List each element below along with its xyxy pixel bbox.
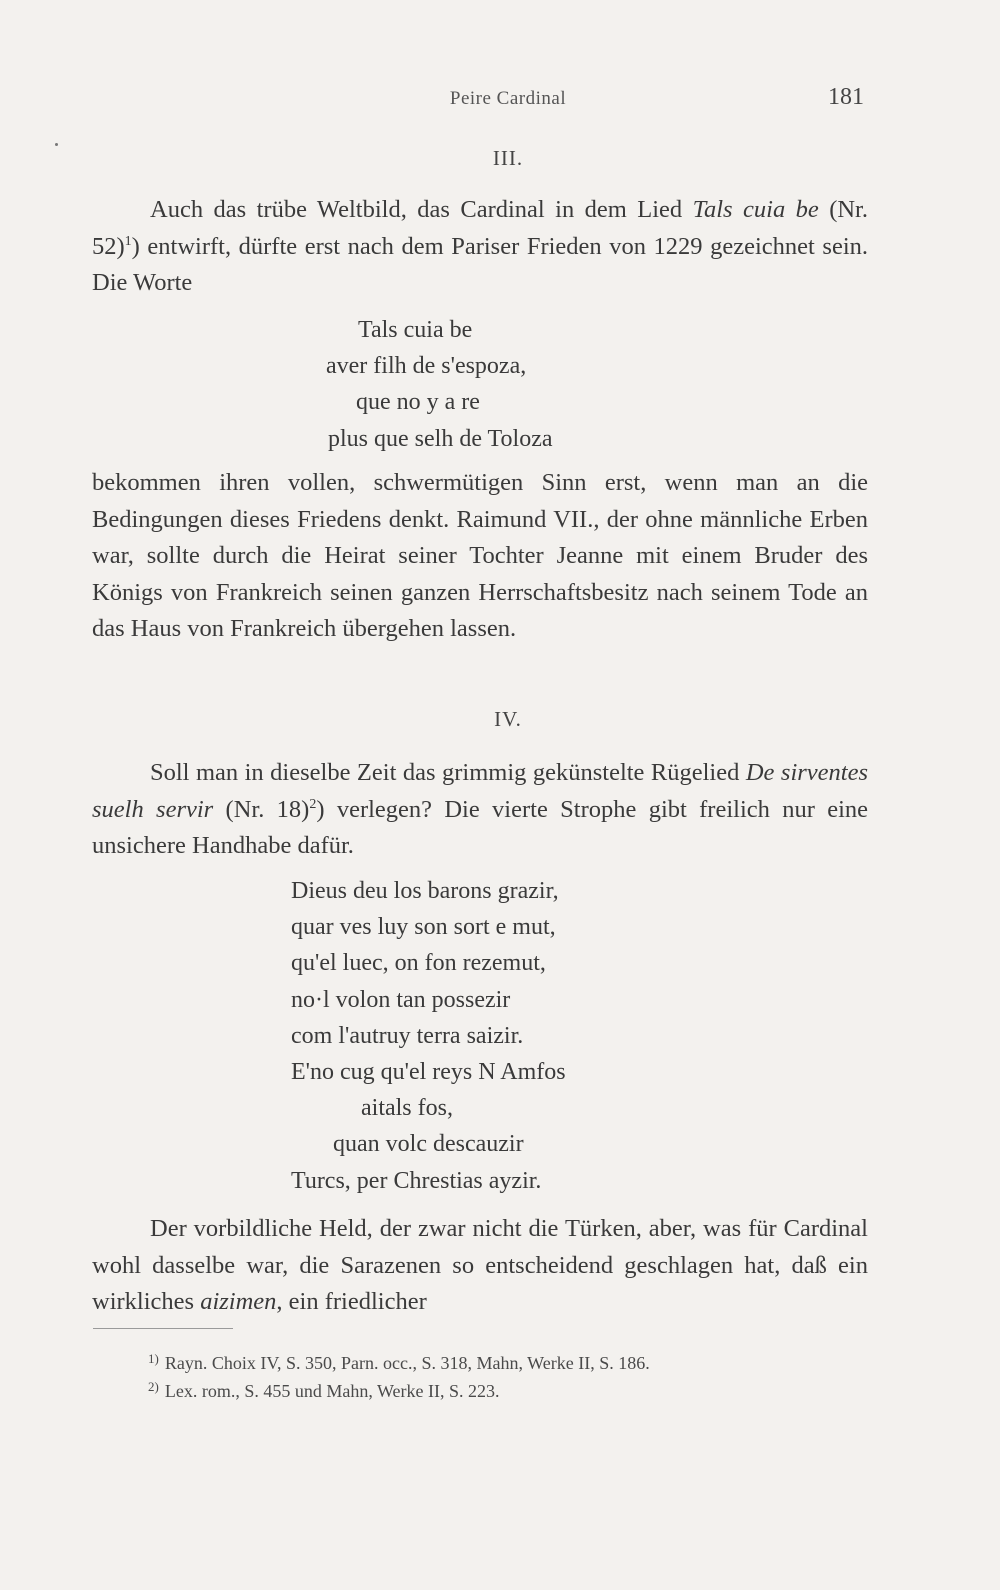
page-header <box>148 84 868 116</box>
footnote-mark: 2) <box>148 1379 159 1394</box>
verse-quote-tals-cuia-be <box>326 312 553 457</box>
term-aizimen: aizimen <box>200 1288 277 1315</box>
verse-line: que no y a re <box>356 389 480 416</box>
print-speck <box>55 143 58 146</box>
verse-line: Tals cuia be <box>358 317 473 343</box>
page-number: 181 <box>828 84 864 110</box>
section-iv-paragraph-2: Der vorbildliche Held, der zwar nicht die Türken, aber, was für Cardinal wohl dasselbe war, die Sarazenen so entscheidend geschlagen hat, daß ein wirkliches aizimen, ein friedlicher <box>92 1215 868 1315</box>
song-title-de-sirventes: De sirventes suelh servir <box>92 759 868 823</box>
footnote-1 <box>148 1349 868 1377</box>
footnote-2 <box>148 1377 868 1405</box>
footnote-text: Rayn. Choix IV, S. 350, Parn. occ., S. 318, Mahn, Werke II, S. 186. <box>164 1353 650 1373</box>
verse-line: aitals fos, <box>361 1095 453 1122</box>
verse-quote-dieus-deu <box>291 873 566 1199</box>
verse-line: qu'el luec, on fon rezemut, <box>291 950 546 977</box>
footnote-ref-2: 2 <box>309 796 317 812</box>
verse-line: Dieus deu los barons grazir, <box>291 878 559 904</box>
section-iv-paragraph-1: Soll man in dieselbe Zeit das grimmig gekünstelte Rügelied De sirventes suelh servir (Nr. 18)$^2$) verlegen? Die vierte Strophe gibt freilich nur eine unsichere Handhabe dafür. <box>92 759 869 859</box>
footnote-ref-1: 1 <box>124 233 132 249</box>
section-number-iii: III. <box>492 146 524 170</box>
section-number-iv: IV. <box>494 707 522 731</box>
verse-line: com l'autruy terra saizir. <box>291 1022 524 1049</box>
verse-line: aver filh de s'espoza, <box>326 353 527 380</box>
footnote-text: Lex. rom., S. 455 und Mahn, Werke II, S. 223. <box>164 1381 500 1401</box>
verse-line: quar ves luy son sort e mut, <box>291 914 556 941</box>
verse-line: plus que selh de Toloza <box>328 425 553 452</box>
footnote-mark: 1) <box>148 1351 159 1366</box>
verse-line: no·l volon tan possezir <box>291 986 511 1013</box>
section-iii-paragraph-2: bekommen ihren vollen, schwermütigen Sinn erst, wenn man an die Bedingungen dieses Friedens denkt. Raimund VII., der ohne männliche Erben war, sollte durch die Heirat seiner Tochter Jeanne mit einem Bruder des Königs von Frankreich seinen ganzen Herrschaftsbesitz nach seinem Tode an das Haus von Frankreich übergehen lassen. <box>92 469 868 642</box>
footnotes <box>148 1349 868 1405</box>
footnote-divider <box>93 1328 233 1329</box>
running-title: Peire Cardinal <box>449 88 567 109</box>
section-iii-paragraph-1: Auch das trübe Weltbild, das Cardinal in dem Lied Tals cuia be (Nr. 52)$^1$) entwirft, dürfte erst nach dem Pariser Frieden von 1229 gezeichnet sein. Die Worte <box>92 196 868 296</box>
song-title-tals-cuia-be: Tals cuia be <box>692 196 819 223</box>
verse-line: E'no cug qu'el reys N Amfos <box>291 1058 566 1085</box>
verse-line: quan volc descauzir <box>333 1131 524 1158</box>
verse-line: Turcs, per Chrestias ayzir. <box>291 1167 542 1194</box>
